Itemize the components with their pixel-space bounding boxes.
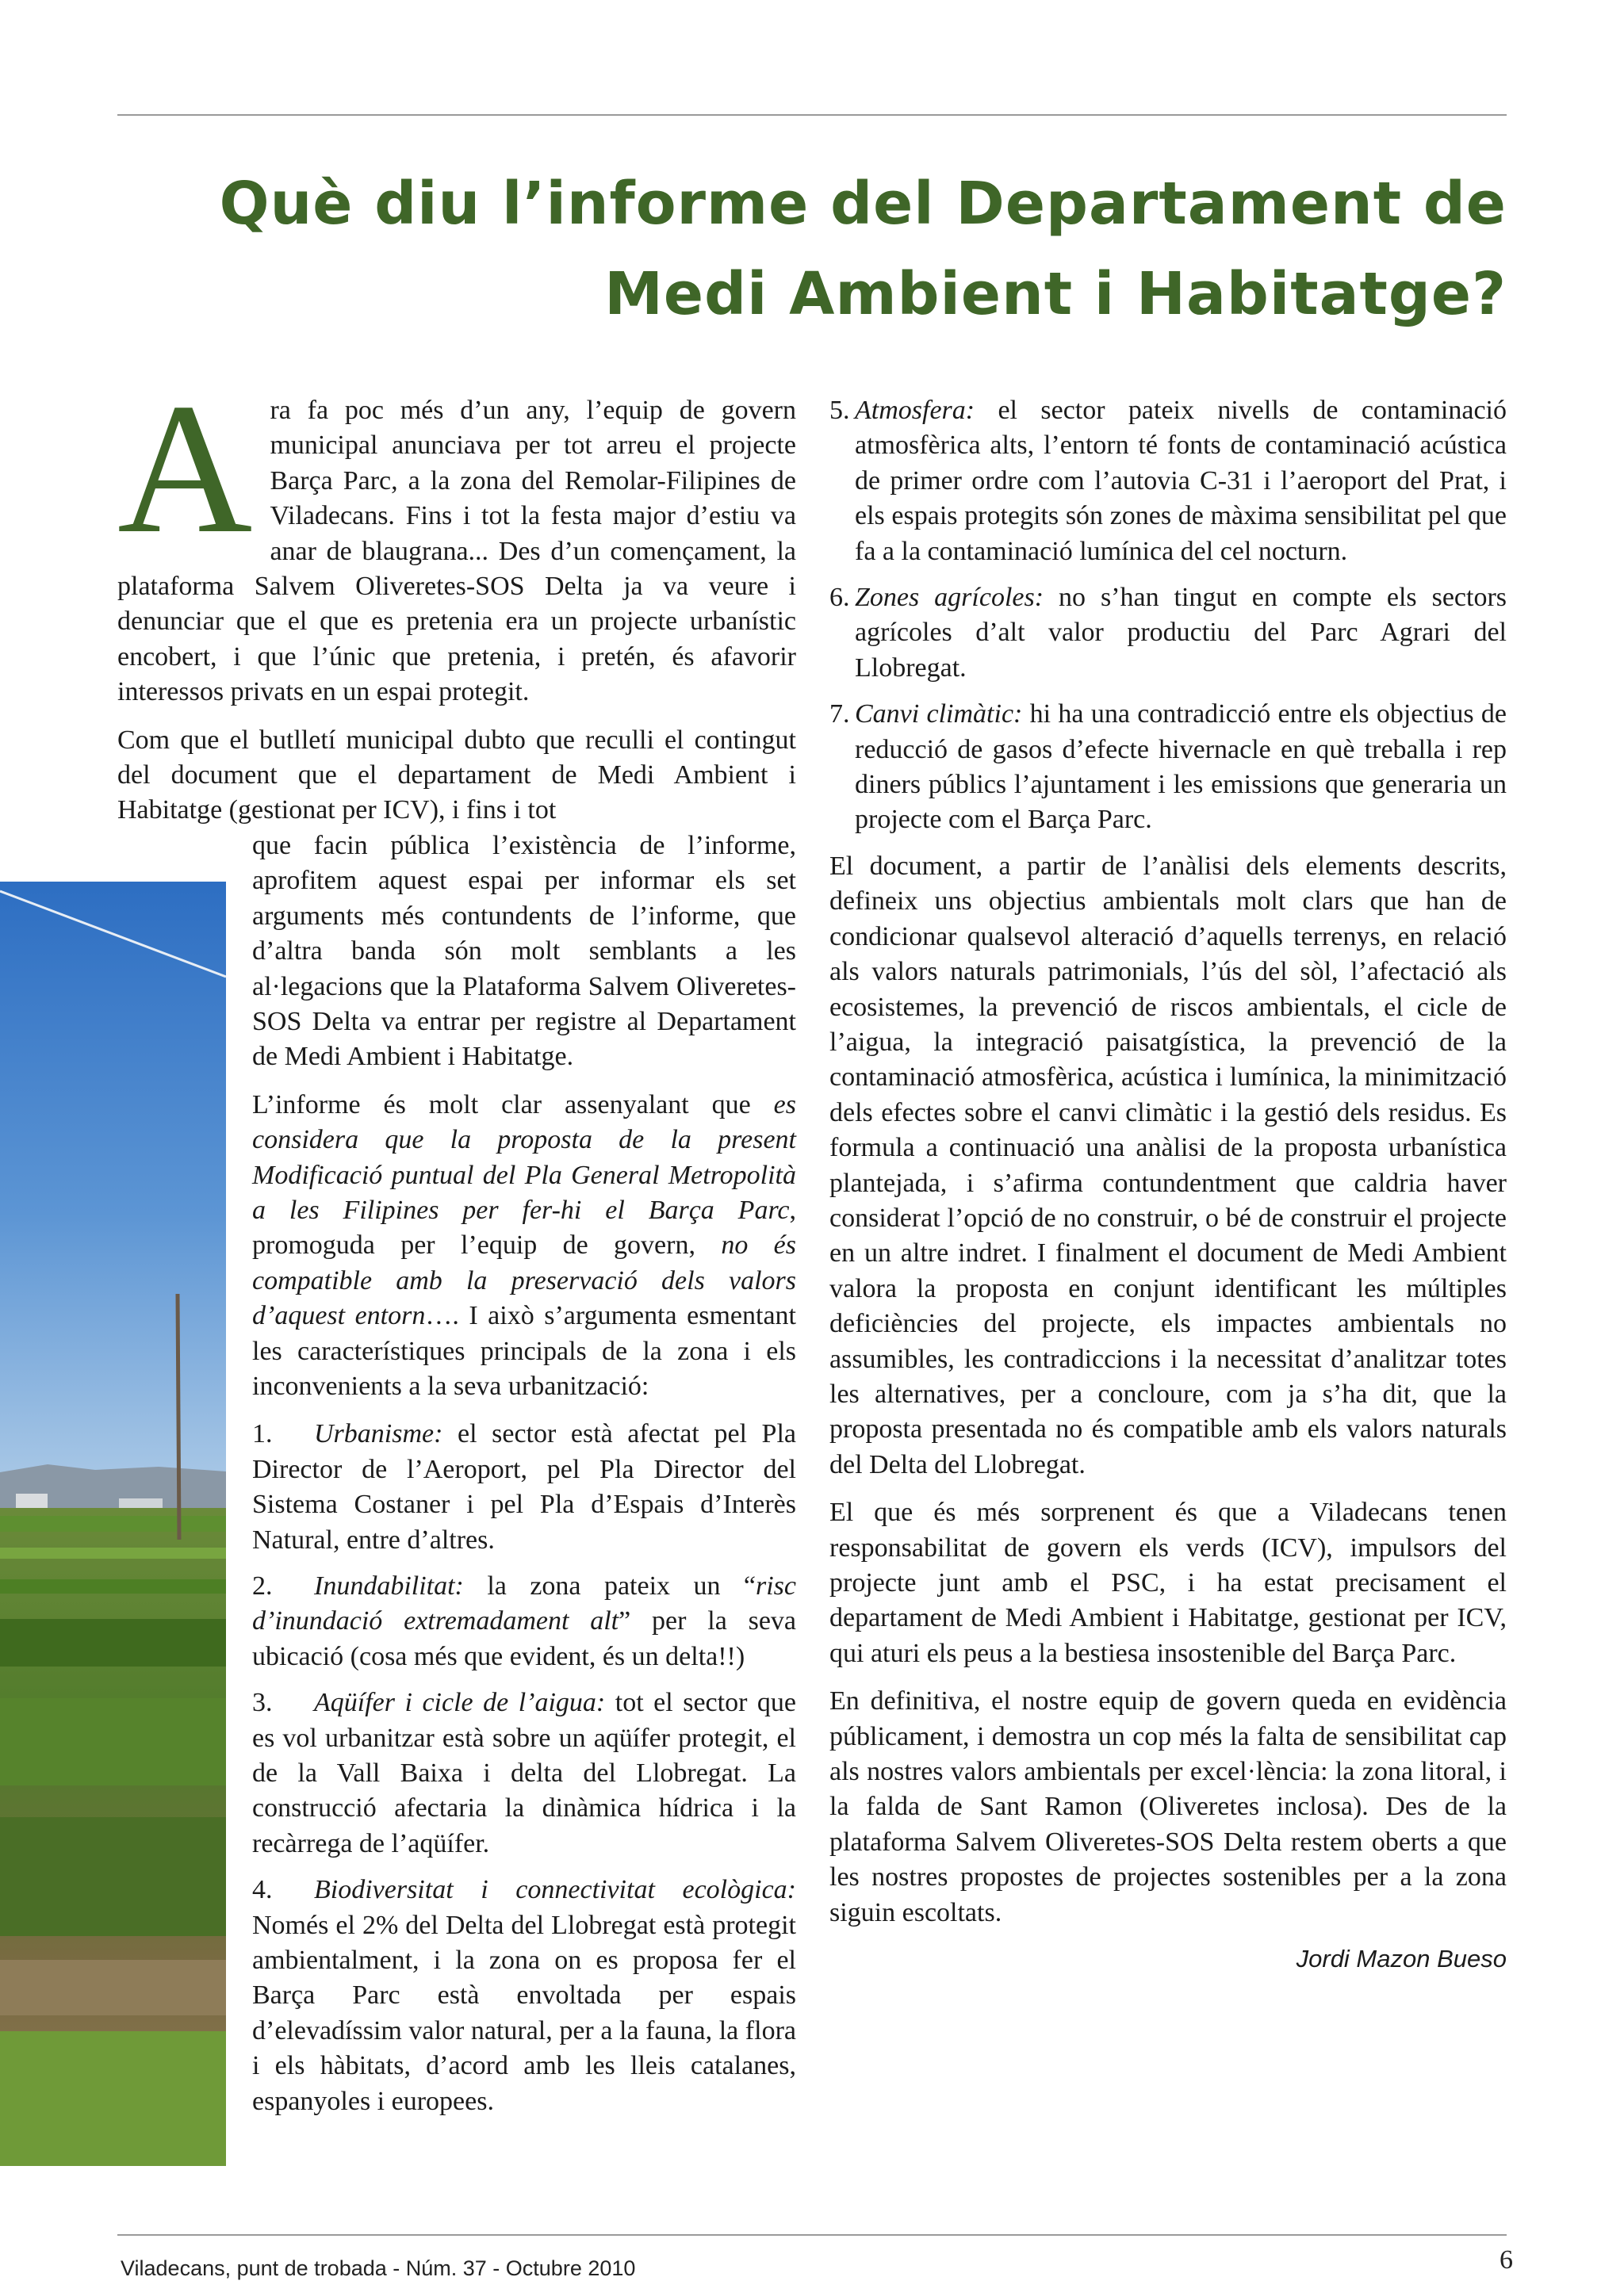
paragraph-surprise: El que és més sorprenent és que a Viladecans tenen responsabilitat de govern els verds (ICV), impulsors del projecte junt amb el PSC, i ha estat precisament el departament de Medi Ambient i Habitatge, gestionat per ICV, qui aturi els peus a la bestiesa insostenible del Barça Parc. <box>829 1498 1507 1668</box>
paragraph-context-continued <box>252 828 796 1075</box>
title-line-2: Medi Ambient i Habitatge? <box>604 260 1507 328</box>
paragraph-context <box>117 723 796 828</box>
paragraph-report: L’informe és molt clar assenyalant que es considera que la proposta de la present Modificació puntual del Pla General Metropolità a les Filipines per fer-hi el Barça Parc, promoguda per l’equip de govern, no és compatible amb la preservació dels valors d’aquest entorn…. I això s’argumenta esmentant les característiques principals de la zona i els inconvenients a la seva urbanització: <box>252 1089 796 1401</box>
left-column <box>117 365 796 2130</box>
paragraph-context-b: que facin pública l’existència de l’informe, aprofitem aquest espai per informar els set arguments més contundents de l’informe, que d’altra banda són molt semblants a les al·legacions que la Plataforma Salvem Oliveretes-SOS Delta va entrar per registre al Departament de Medi Ambient i Habitatge. <box>252 830 796 1072</box>
bottom-rule <box>117 2234 1507 2236</box>
title-line-1: Què diu l’informe del Departament de <box>219 170 1507 238</box>
intro-paragraph <box>117 365 796 710</box>
list-item: 1. Urbanisme: el sector està afectat pel Pla Director de l’Aeroport, pel Pla Director del Sistema Costaner i pel Pla d’Espais d’Interès Natural, entre d’altres. <box>252 1419 796 1555</box>
article-title <box>111 159 1507 339</box>
list-item: 3. Aqüífer i cicle de l’aigua: tot el sector que es vol urbanitzar està sobre un aqüífer protegit, el de la Vall Baixa i delta del Llobregat. La construcció afectaria la dinàmica hídrica i la recàrrega de l’aqüífer. <box>252 1688 796 1858</box>
paragraph-document: El document, a partir de l’anàlisi dels elements descrits, defineix uns objectius ambientals molt clars que han de condicionar qualsevol alteració d’aquells terrenys, en relació als valors naturals patrimonials, l’ús del sòl, l’afectació als ecosistemes, la prevenció de riscos ambientals, el cicle de l’aigua, la integració paisatgística, la prevenció de la contaminació atmosfèrica, acústica i lumínica, la minimització dels efectes sobre el canvi climàtic i la gestió dels residus. Es formula a continuació una anàlisi de la proposta urbanística plantejada, i s’afirma contundentment que caldria haver considerat l’opció de no construir, o bé de construir el projecte en un altre indret. I finalment el document de Medi Ambient valora la proposta en conjunt identificant les múltiples deficiències del projecte, els impactes ambientals no assumibles, les contradiccions i la necessitat d’analitzar totes les alternatives, per a concloure, com ja s’ha dit, que la proposta presentada no és compatible amb els valors naturals del Delta del Llobregat. <box>829 851 1507 1479</box>
list-item: 6. Zones agrícoles: no s’han tingut en compte els sectors agrícoles d’alt valor productiu del Parc Agrari del Llobregat. <box>829 583 1507 683</box>
top-rule <box>117 114 1507 116</box>
right-column <box>829 393 1507 1975</box>
list-item: 7. Canvi climàtic: hi ha una contradicció entre els objectius de reducció de gasos d’efecte hivernacle en què treballa i rep diners públics l’ajuntament i les emissions que generaria un projecte com el Barça Parc. <box>829 699 1507 835</box>
list-item: 5. Atmosfera: el sector pateix nivells de contaminació atmosfèrica alts, l’entorn té fonts de contaminació acústica de primer ordre com l’autovia C-31 i l’aeroport del Prat, i els espais protegits són zones de màxima sensibilitat pel que fa a la contaminació lumínica del cel nocturn. <box>829 396 1507 566</box>
paragraph-conclusion: En definitiva, el nostre equip de govern queda en evidència públicament, i demostra un cop més la falta de sensibilitat cap als nostres valors ambientals per excel·lència: la zona litoral, i la falda de Sant Ramon (Oliveretes inclosa). Des de la plataforma Salvem Oliveretes-SOS Delta restem oberts a que les nostres propostes de projectes sostenibles per a la zona siguin escoltats. <box>829 1686 1507 1927</box>
paragraph-context-a: Com que el butlletí municipal dubto que reculli el contingut del document que el departament de Medi Ambient i Habitatge (gestionat per ICV), i fins i tot <box>117 725 796 825</box>
quote-incompatible: no és compatible amb la preservació dels valors d’aquest entorn <box>252 1230 796 1331</box>
page-number: 6 <box>1500 2245 1513 2275</box>
quote-proposal: es considera que la proposta de la present Modificació puntual del Pla General Metropolità a les Filipines per fer-hi el Barça Parc <box>252 1089 796 1225</box>
drop-cap: A <box>117 365 253 572</box>
author-signature: Jordi Mazon Bueso <box>1296 1945 1507 1973</box>
intro-text: ra fa poc més d’un any, l’equip de govern municipal anunciava per tot arreu el projecte Barça Parc, a la zona del Remolar-Filipines de Viladecans. Fins i tot la festa major d’estiu va anar de blaugrana... Des d’un començament, la plataforma Salvem Oliveretes-SOS Delta ja va veure i denunciar que el que es pretenia era un projecte urbanístic encobert, i que l’únic que pretenia, i pretén, és afavorir interessos privats en un espai protegit. <box>117 396 796 707</box>
footer-publication: Viladecans, punt de trobada - Núm. 37 - Octubre 2010 <box>121 2256 636 2280</box>
list-item: 2. Inundabilitat: la zona pateix un “risc d’inundació extremadament alt” per la seva ubicació (cosa més que evident, és un delta!!) <box>252 1571 796 1671</box>
list-item: 4. Biodiversitat i connectivitat ecològica: Només el 2% del Delta del Llobregat està protegit ambientalment, i la zona on es proposa fer el Barça Parc està envoltada per espais d’elevadíssim valor natural, per a la fauna, la flora i els hàbitats, d’acord amb les lleis catalanes, espanyoles i europees. <box>252 1875 796 2116</box>
